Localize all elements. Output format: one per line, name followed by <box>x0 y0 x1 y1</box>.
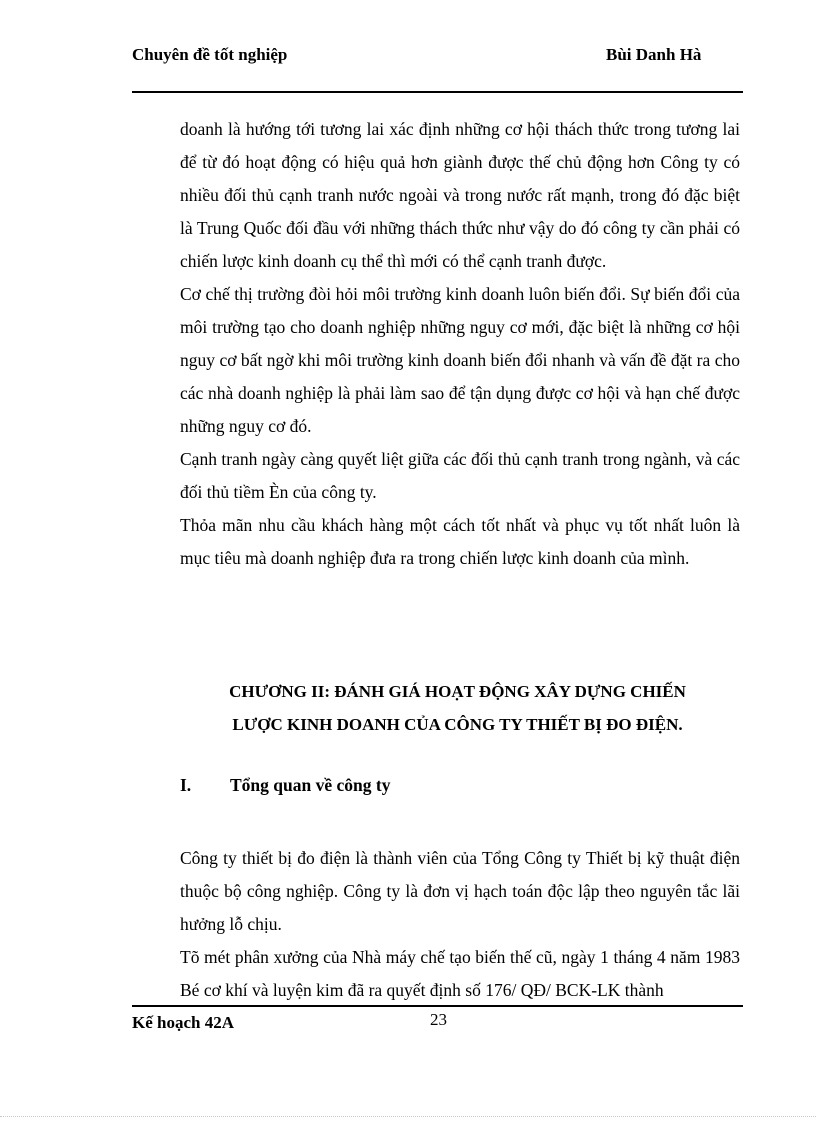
paragraph: Cạnh tranh ngày càng quyết liệt giữa các đối thủ cạnh tranh trong ngành, và các đối thủ tiềm Èn của công ty. <box>180 449 740 502</box>
page-number: 23 <box>430 1010 447 1029</box>
header-divider <box>132 91 743 93</box>
chapter-heading-line-2: LƯỢC KINH DOANH CỦA CÔNG TY THIẾT BỊ ĐO ĐIỆN. <box>232 715 683 734</box>
page-edge-divider <box>0 1116 816 1117</box>
chapter-heading-line-1: CHƯƠNG II: ĐÁNH GIÁ HOẠT ĐỘNG XÂY DỰNG CHIẾN <box>229 682 686 701</box>
footer-divider <box>132 1005 743 1007</box>
section-title: Tổng quan về công ty <box>230 775 391 795</box>
chapter-heading <box>150 675 765 741</box>
paragraph: Thỏa mãn nhu cầu khách hàng một cách tốt nhất và phục vụ tốt nhất luôn là mục tiêu mà doanh nghiệp đưa ra trong chiến lược kinh doanh của mình. <box>180 515 740 568</box>
paragraph: doanh là hướng tới tương lai xác định những cơ hội thách thức trong tương lai để từ đó hoạt động có hiệu quả hơn giành được thế chủ động hơn Công ty có nhiều đối thủ cạnh tranh nước ngoài và trong nước rất mạnh, trong đó đặc biệt là Trung Quốc đối đầu với những thách thức như vậy do đó công ty cần phải có chiến lược kinh doanh cụ thể thì mới có thể cạnh tranh được. <box>180 119 740 271</box>
paragraph: Tõ mét phân xưởng của Nhà máy chế tạo biến thế cũ, ngày 1 tháng 4 năm 1983 Bé cơ khí và luyện kim đã ra quyết định số 176/ QĐ/ BCK-LK thành <box>180 947 740 1000</box>
header-author: Bùi Danh Hà <box>606 45 702 64</box>
footer-class-label: Kế hoạch 42A <box>132 1013 234 1032</box>
body-text-top <box>180 113 740 575</box>
header-title: Chuyên đề tốt nghiệp <box>132 45 288 64</box>
paragraph: Cơ chế thị trường đòi hỏi môi trường kinh doanh luôn biến đổi. Sự biến đổi của môi trường tạo cho doanh nghiệp những nguy cơ mới, đặc biệt là những cơ hội nguy cơ bất ngờ khi môi trường kinh doanh biến đổi nhanh và vấn đề đặt ra cho các nhà doanh nghiệp là phải làm sao để tận dụng được cơ hội và hạn chế được những nguy cơ đó. <box>180 284 740 436</box>
body-text-bottom <box>180 842 740 1007</box>
section-number: I. <box>180 775 192 795</box>
section-heading <box>180 775 390 796</box>
paragraph: Công ty thiết bị đo điện là thành viên của Tổng Công ty Thiết bị kỹ thuật điện thuộc bộ công nghiệp. Công ty là đơn vị hạch toán độc lập theo nguyên tắc lãi hưởng lỗ chịu. <box>180 848 740 934</box>
